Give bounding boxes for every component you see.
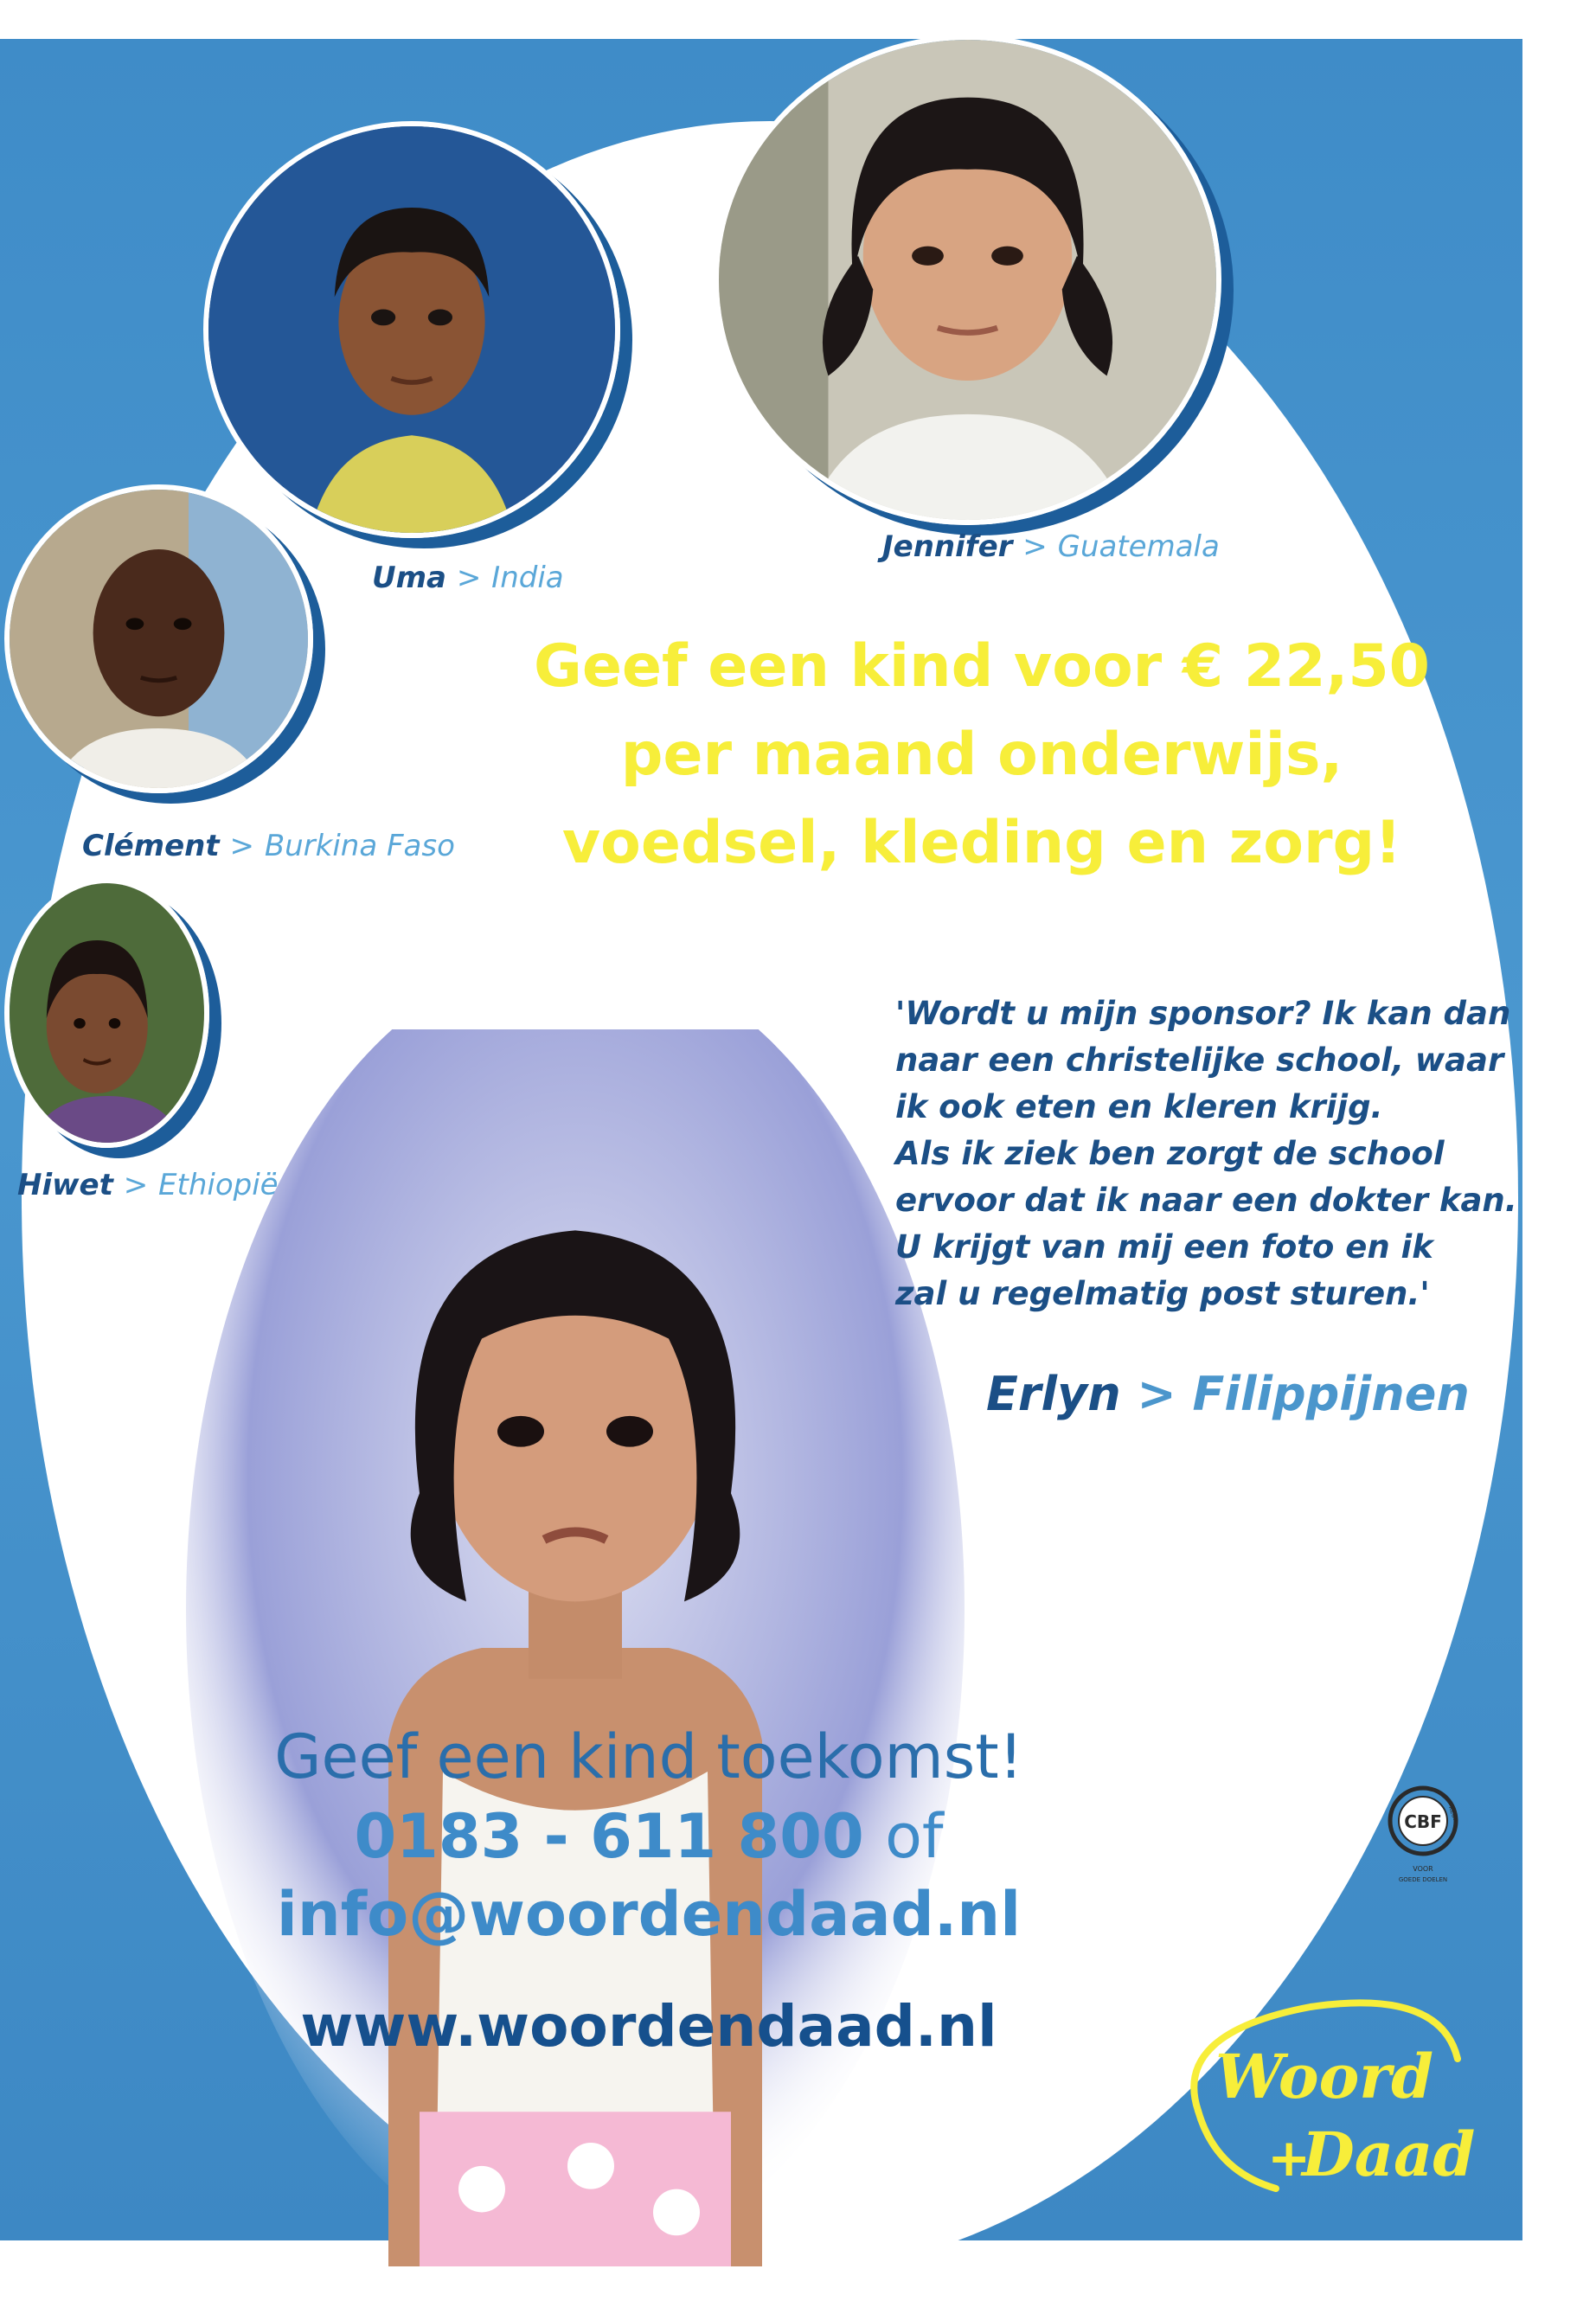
logo-daad: Daad: [1302, 2118, 1476, 2190]
arrow-separator: >: [123, 1168, 149, 1202]
child-name: Jennifer: [882, 529, 1013, 564]
child-name: Clément: [82, 829, 220, 863]
arrow-separator: >: [456, 561, 482, 595]
email-link[interactable]: info@woordendaad.nl: [276, 1879, 1022, 1950]
quote-line: naar een christelijke school, waar: [895, 1042, 1504, 1079]
headline-line: Geef een kind voor € 22,50: [534, 632, 1430, 701]
headline: [484, 623, 1479, 888]
headline-line: voedsel, kleding en zorg!: [561, 809, 1402, 877]
photo-uma: [203, 121, 620, 538]
photo-hiwet: [4, 878, 209, 1148]
photo-jennifer: [714, 35, 1221, 525]
child-name: Hiwet: [17, 1168, 113, 1202]
child-country: Burkina Faso: [264, 829, 455, 863]
quote-line: U krijgt van mij een foto en ik: [895, 1228, 1433, 1266]
headline-line: per maand onderwijs,: [620, 721, 1343, 789]
cta-phone-line: [242, 1801, 1055, 1872]
logo-word: Woord: [1215, 2041, 1434, 2112]
phone-number[interactable]: 0183 - 611 800: [354, 1801, 864, 1872]
caption-erlyn: [986, 1367, 1470, 1421]
quote-line: ervoor dat ik naar een dokter kan.: [895, 1182, 1517, 1219]
child-country: Guatemala: [1057, 529, 1220, 564]
cbf-seal: [1375, 1782, 1471, 1894]
cbf-mark: CBF: [1404, 1811, 1442, 1832]
phone-suffix: of: [885, 1801, 944, 1872]
quote-line: ik ook eten en kleren krijg.: [895, 1088, 1383, 1125]
caption-clement: [82, 829, 455, 863]
cta-tagline: Geef een kind toekomst!: [274, 1721, 1023, 1792]
logo-plus: +: [1267, 2128, 1311, 2189]
quote-line: 'Wordt u mijn sponsor? Ik kan dan: [895, 995, 1511, 1032]
arrow-separator: >: [1137, 1367, 1176, 1421]
child-country: Ethiopië: [158, 1168, 279, 1202]
child-country: Filippijnen: [1192, 1367, 1470, 1421]
quote-line: Als ik ziek ben zorgt de school: [895, 1135, 1445, 1172]
cbf-line1: VOOR: [1413, 1865, 1433, 1873]
photo-clement: [4, 484, 313, 793]
child-name: Erlyn: [986, 1367, 1121, 1421]
call-to-action: [242, 1721, 1055, 2060]
caption-uma: [372, 561, 564, 595]
caption-jennifer: [882, 529, 1220, 564]
website-link[interactable]: www.woordendaad.nl: [300, 1993, 997, 2060]
arrow-separator: >: [1022, 529, 1048, 564]
cbf-line2: GOEDE DOELEN: [1398, 1876, 1448, 1883]
arrow-separator: >: [229, 829, 254, 863]
sponsor-quote: [895, 990, 1518, 1317]
woord-en-daad-logo: [1163, 1981, 1509, 2206]
photo-erlyn: [186, 1029, 965, 2266]
quote-line: zal u regelmatig post sturen.': [895, 1275, 1430, 1312]
child-name: Uma: [372, 561, 446, 595]
cbf-ring-text: KEUR: [1446, 1805, 1459, 1823]
child-country: India: [491, 561, 564, 595]
